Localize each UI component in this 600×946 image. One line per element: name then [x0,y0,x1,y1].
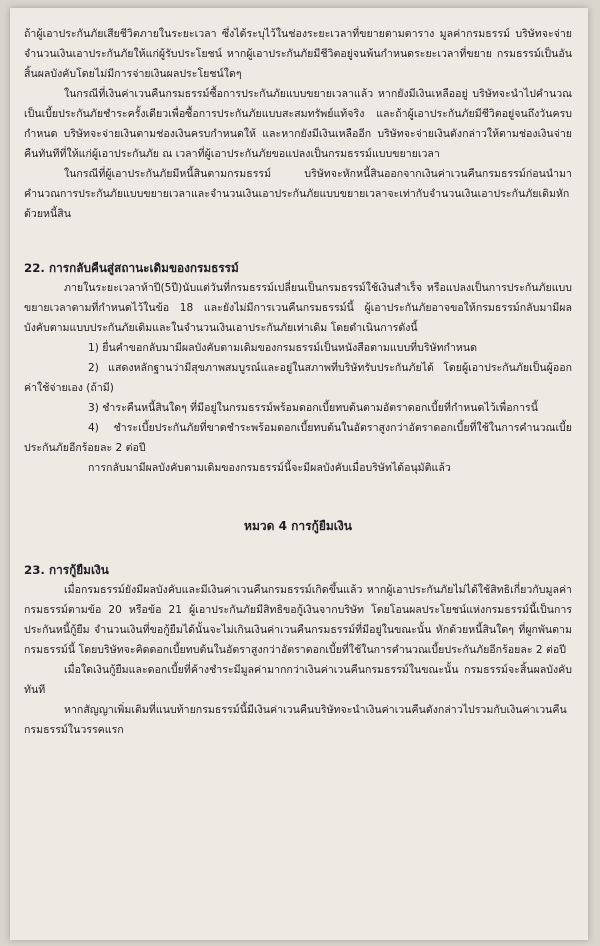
section-22-item-4: 4) ชำระเบี้ยประกันภัยที่ขาดชำระพร้อมดอกเบี้ยทบต้นในอัตราสูงกว่าอัตราดอกเบี้ยที่ใช้ในการคำนวณเบี้ยประกันภัยอีกร้อยละ 2 ต่อปี [24,422,572,454]
document-page [10,8,588,940]
spacer [24,224,572,244]
document-body [24,24,572,740]
paragraph-remaining-cash-value: ในกรณีที่เงินค่าเวนคืนกรมธรรม์ซื้อการประกันภัยแบบขยายเวลาแล้ว หากยังมีเงินเหลืออยู่ บริษัทจะนำไปคำนวณเป็นเบี้ยประกันภัยชำระครั้งเดียวเพื่อซื้อการประกันภัยแบบสะสมทรัพย์แท้จริง และถ้าผู้เอาประกันภัยมีชีวิตอยู่จนถึงวันครบกำหนด บริษัทจะจ่ายเงินตามช่องเงินครบกำหนดให้ และหากยังมีเงินเหลืออีก บริษัทจะจ่ายเงินดังกล่าวให้ตามช่องเงินจ่ายคืนทันทีที่ให้แก่ผู้เอาประกันภัย ณ เวลาที่ผู้เอาประกันภัยขอแปลงเป็นกรมธรรม์แบบขยายเวลา [24,88,572,160]
chapter-4-title: หมวด 4 การกู้ยืมเงิน [244,519,352,533]
section-22-intro: ภายในระยะเวลาห้าปี(5ปี)นับแต่วันที่กรมธรรม์เปลี่ยนเป็นกรมธรรม์ใช้เงินสำเร็จ หรือแปลงเป็นการประกันภัยแบบขยายเวลาตามที่กำหนดไว้ในข้อ 18 และยังไม่มีการเวนคืนกรมธรรม์นี้ ผู้เอาประกันภัยอาจขอให้กรมธรรม์กลับมามีผลบังคับตามแบบประกันภัยเดิมและในจำนวนเงินเอาประกันภัยเท่าเดิม โดยดำเนินการดังนี้ [24,282,572,334]
section-23-paragraph-3: หากสัญญาเพิ่มเติมที่แนบท้ายกรมธรรม์นี้มีเงินค่าเวนคืนบริษัทจะนำเงินค่าเวนคืนดังกล่าวไปรวมกับเงินค่าเวนคืนกรมธรรม์ในวรรคแรก [24,704,567,736]
section-23-heading: 23. การกู้ยืมเงิน [24,563,109,577]
section-22-item-2: 2) แสดงหลักฐานว่ามีสุขภาพสมบูรณ์และอยู่ในสภาพที่บริษัทรับประกันภัยได้ โดยผู้เอาประกันภัยเป็นผู้ออกค่าใช้จ่ายเอง (ถ้ามี) [24,362,572,394]
section-22-heading: 22. การกลับคืนสู่สถานะเดิมของกรมธรรม์ [24,261,239,275]
section-23-paragraph-1: เมื่อกรมธรรม์ยังมีผลบังคับและมีเงินค่าเวนคืนกรมธรรม์เกิดขึ้นแล้ว หากผู้เอาประกันภัยไม่ได้ใช้สิทธิเกี่ยวกับมูลค่ากรมธรรม์ตามข้อ 20 หรือข้อ 21 ผู้เอาประกันภัยมีสิทธิขอกู้เงินจากบริษัท โดยโอนผลประโยชน์แห่งกรมธรรม์นี้เป็นการประกันหนี้กู้ยืม จำนวนเงินที่ขอกู้ยืมได้นั้นจะไม่เกินเงินค่าเวนคืนกรมธรรม์ที่มีอยู่ในขณะนั้น หักด้วยหนี้สินใดๆ ที่ผูกพันตามกรมธรรม์นี้ โดยบริษัทจะคิดดอกเบี้ยทบต้นในอัตราสูงกว่าอัตราดอกเบี้ยที่ใช้ในการคำนวณเบี้ยประกันภัยอีกร้อยละ 2 ต่อปี [24,584,572,656]
section-22-item-3: 3) ชำระคืนหนี้สินใดๆ ที่มีอยู่ในกรมธรรม์พร้อมดอกเบี้ยทบต้นตามอัตราดอกเบี้ยที่กำหนดไว้เพื่อการนี้ [88,402,538,414]
paragraph-extended-term-death: ถ้าผู้เอาประกันภัยเสียชีวิตภายในระยะเวลา ซึ่งได้ระบุไว้ในช่องระยะเวลาที่ขยายตามตาราง มูลค่ากรมธรรม์ บริษัทจะจ่ายจำนวนเงินเอาประกันภัยให้แก่ผู้รับประโยชน์ หากผู้เอาประกันภัยมีชีวิตอยู่จนพ้นกำหนดระยะเวลาที่ขยาย กรมธรรม์เป็นอันสิ้นผลบังคับโดยไม่มีการจ่ายเงินผลประโยชน์ใดๆ [24,28,572,80]
section-22-item-1: 1) ยื่นคำขอกลับมามีผลบังคับตามเดิมของกรมธรรม์เป็นหนังสือตามแบบที่บริษัทกำหนด [88,342,478,354]
paragraph-debt-deduction: ในกรณีที่ผู้เอาประกันภัยมีหนี้สินตามกรมธรรม์ บริษัทจะหักหนี้สินออกจากเงินค่าเวนคืนกรมธรรม์ก่อนนำมาคำนวณการประกันภัยแบบขยายเวลาและจำนวนเงินเอาประกันภัยแบบขยายเวลาจะเท่ากับจำนวนเงินเอาประกันภัยเดิมหักด้วยหนี้สิน [24,168,572,220]
section-23-paragraph-2: เมื่อใดเงินกู้ยืมและดอกเบี้ยที่ค้างชำระมีมูลค่ามากกว่าเงินค่าเวนคืนกรมธรรม์ในขณะนั้น กรมธรรม์จะสิ้นผลบังคับทันที [24,664,572,696]
section-22-closing: การกลับมามีผลบังคับตามเดิมของกรมธรรม์นี้จะมีผลบังคับเมื่อบริษัทได้อนุมัติแล้ว [88,462,451,474]
